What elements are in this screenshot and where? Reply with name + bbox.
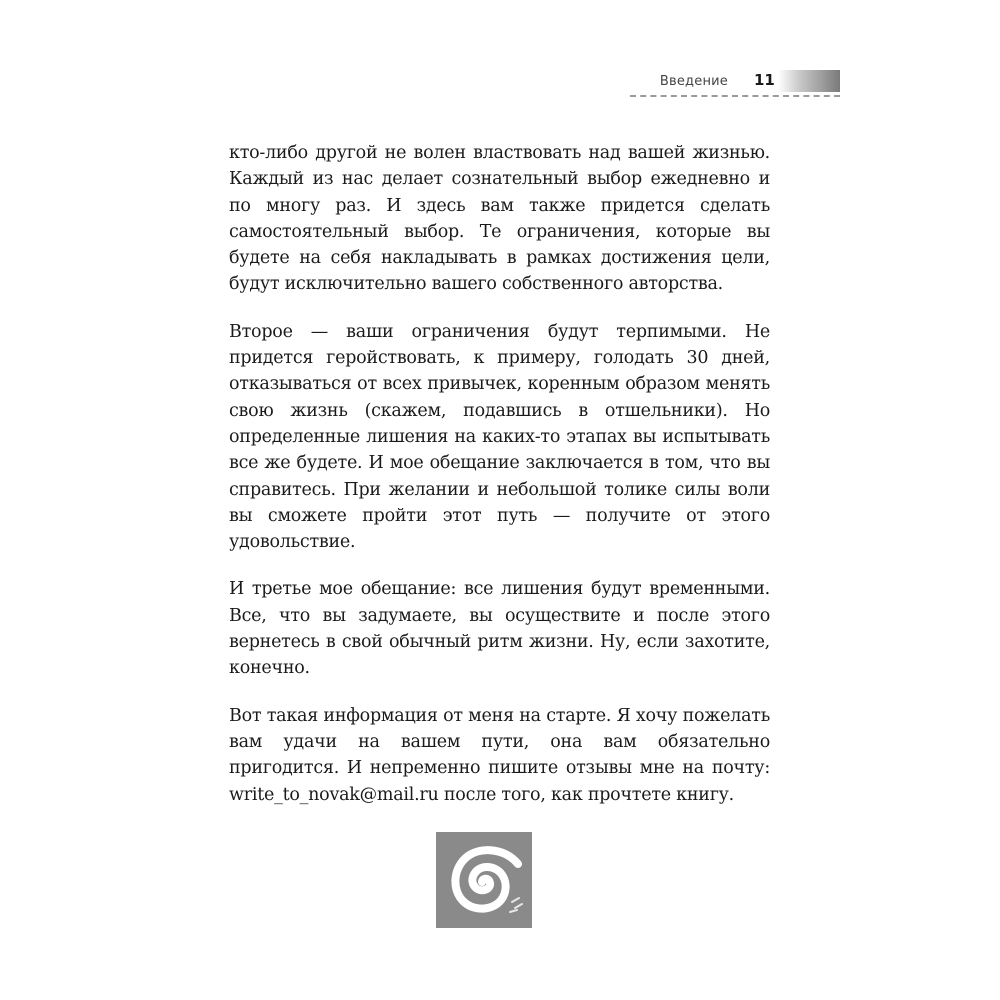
header-dashed-rule <box>630 95 840 97</box>
running-header <box>630 68 840 96</box>
header-gradient-bar <box>778 70 840 92</box>
section-title: Введение <box>659 74 728 89</box>
paragraph-3: И третье мое обещание: все лишения будут временными. Все, что вы задумаете, вы осуществите и после этого вернетесь в свой обычный ритм жизни. Ну, если захотите, конечно. <box>229 579 770 679</box>
body-text <box>229 140 770 808</box>
spiral-emblem-icon <box>436 832 532 928</box>
paragraph-1: кто-либо другой не волен властвовать над вашей жизнью. Каждый из нас делает сознательный выбор ежедневно и по многу раз. И здесь вам также придется сделать самостоятельный выбор. Те ограничения, которые вы будете на себя накладывать в рамках достижения цели, будут исключительно вашего собственного авторства. <box>229 143 770 295</box>
paragraph-4: Вот такая информация от меня на старте. Я хочу пожелать вам удачи на вашем пути, она вам обязательно пригодится. И непременно пишите отзывы мне на почту: write_to_novak@mail.ru после того, как прочтете книгу. <box>229 705 770 805</box>
paragraph-2: Второе — ваши ограничения будут терпимыми. Не придется геройствовать, к примеру, голодать 30 дней, отказываться от всех привычек, коренным образом менять свою жизнь (скажем, подавшись в отшельники). Но определенные лишения на каких-то этапах вы испытывать все же будете. И мое обещание заключается в том, что вы справитесь. При желании и небольшой толике силы воли вы сможете пройти этот путь — получите от этого удовольствие. <box>229 321 770 553</box>
page-number: 11 <box>754 71 775 89</box>
